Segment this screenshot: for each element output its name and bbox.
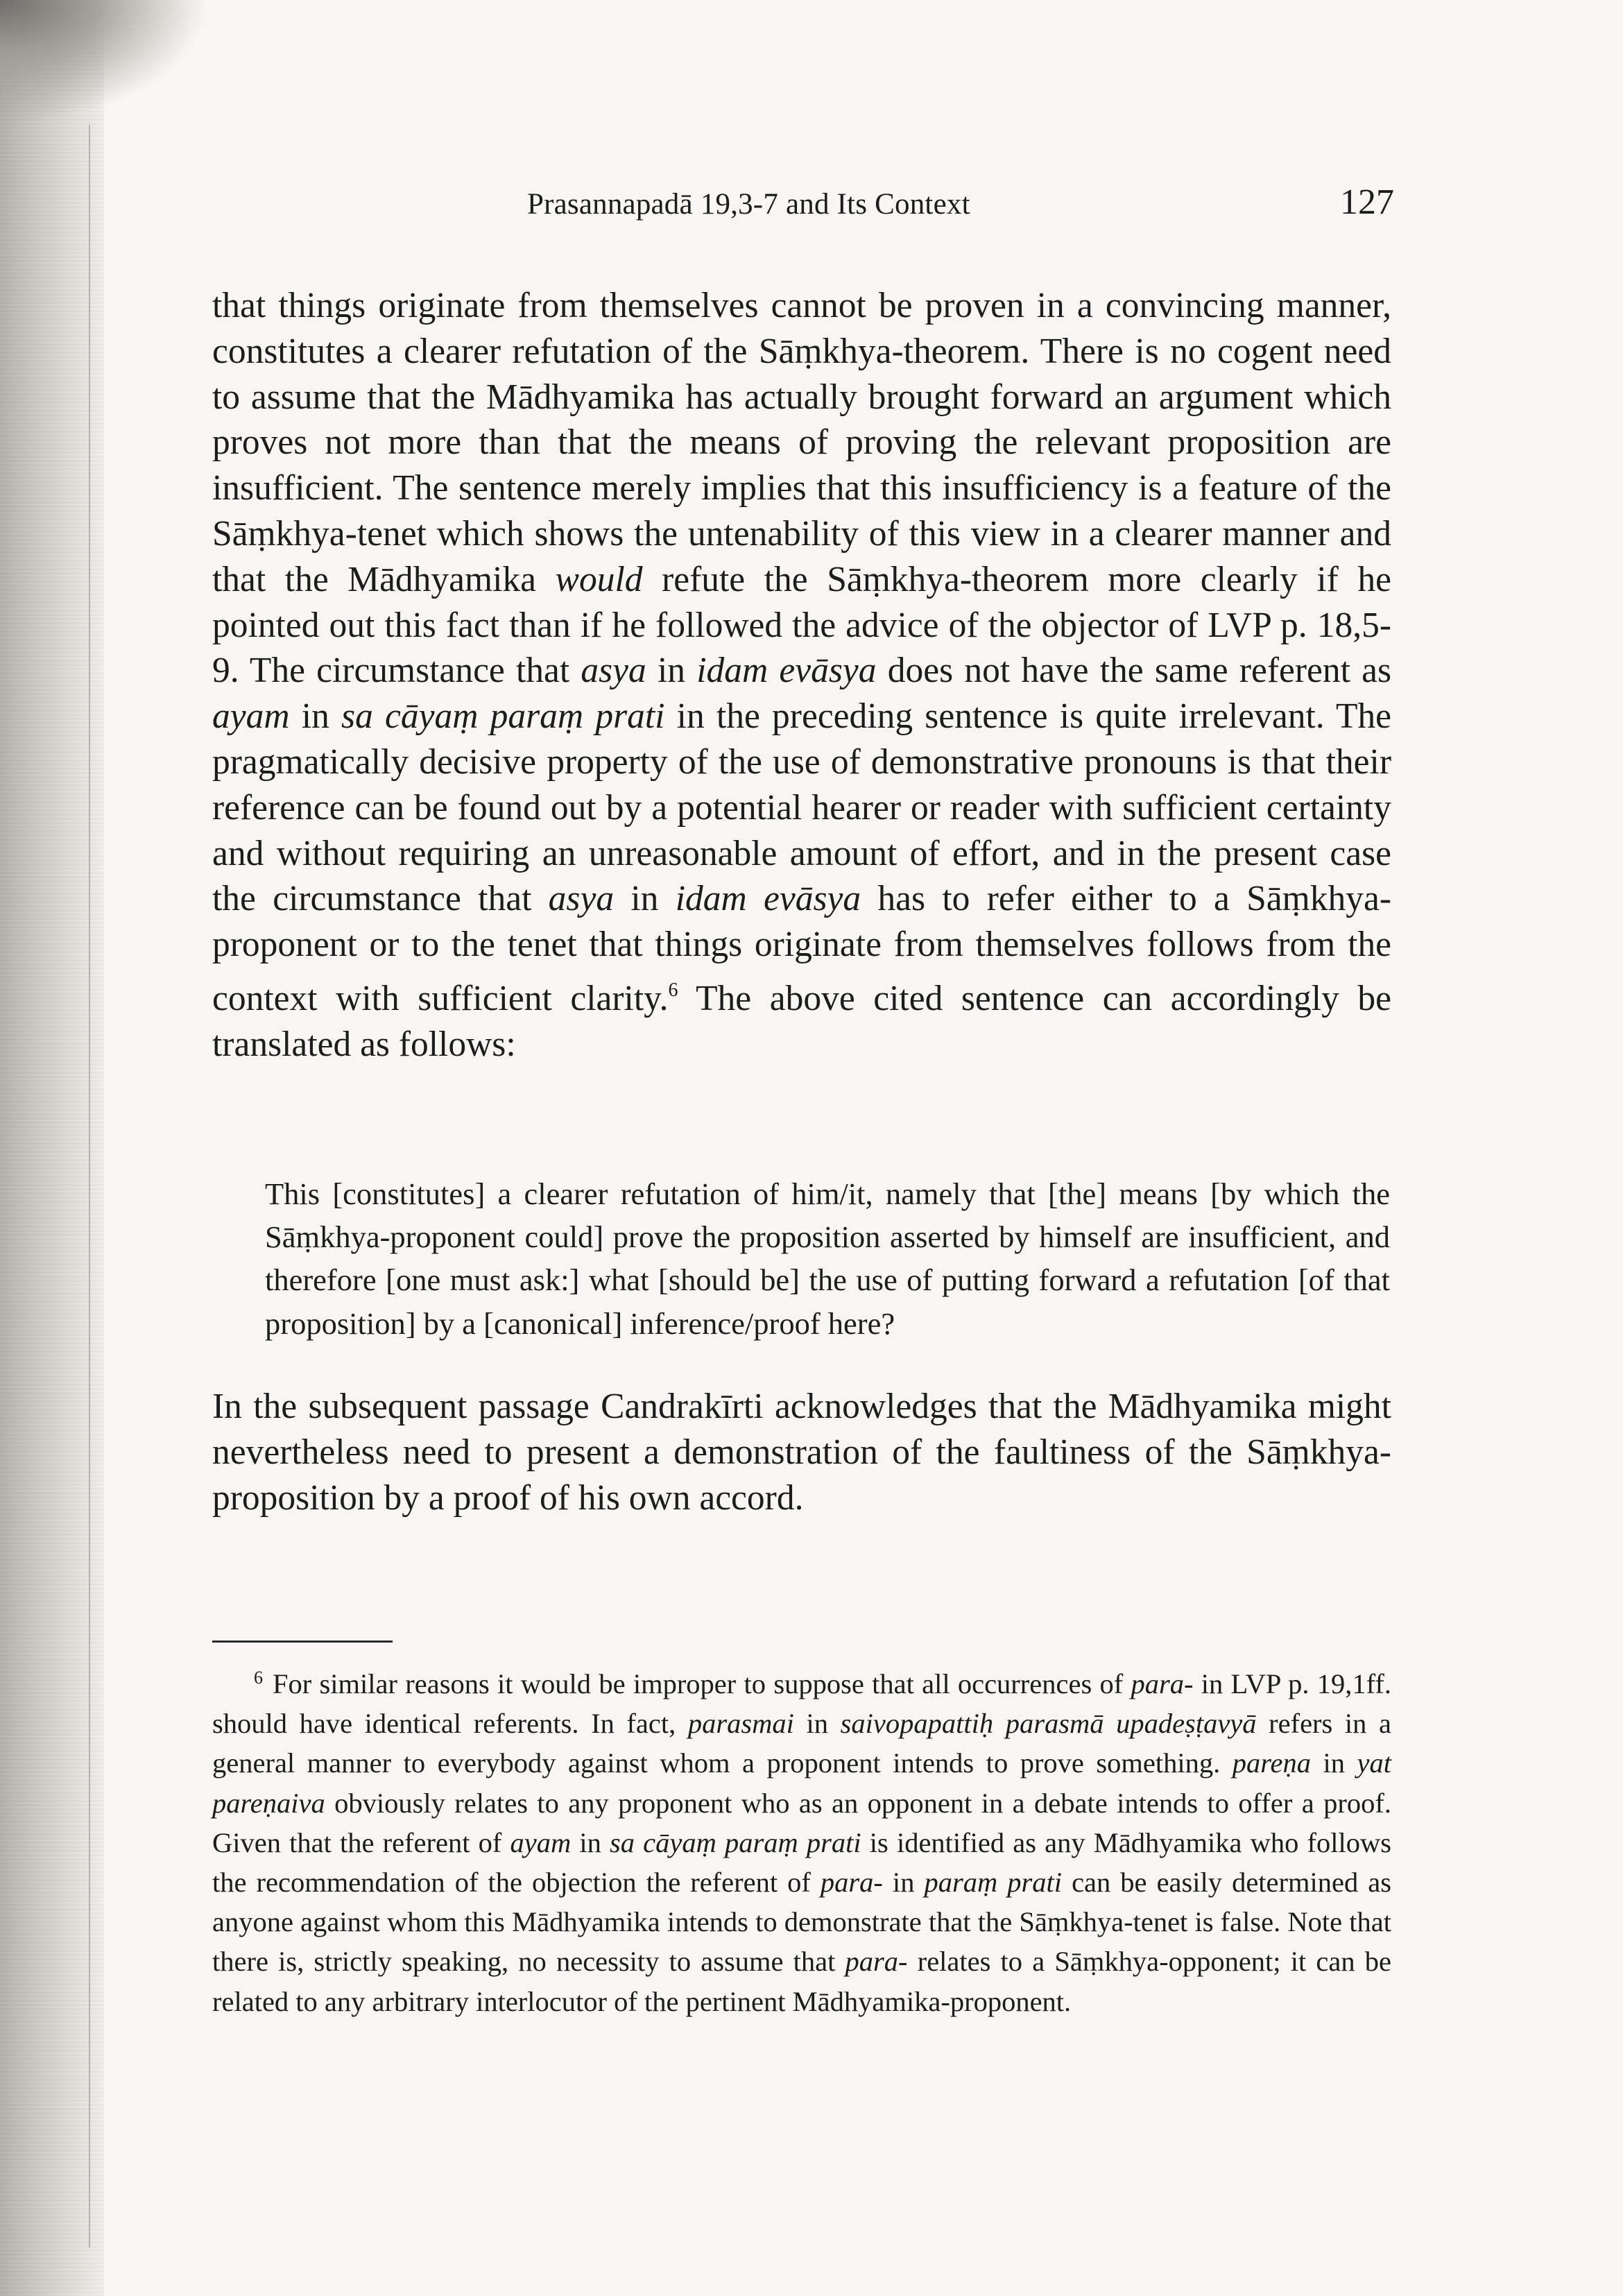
footnote-mark: 6 <box>254 1668 263 1688</box>
text-run: obviously relates to any proponent who as an opponent in a debate intends to offer a proof. Given that the referent of <box>212 1787 1391 1858</box>
text-run: in <box>793 1708 841 1740</box>
text-run: refute the Sāṃkhya-theorem more clearly if he pointed out this fact than if he followed the advice of the objector of LVP p. 18,5-9. The circumstance that <box>212 559 1392 691</box>
text-run: refers in a general manner to everybody against whom a proponent intends to prove something. <box>212 1708 1391 1779</box>
text-run: that things originate from themselves cannot be proven in a convincing manner, constitutes a clearer refutation of the Sāṃkhya-theorem. There is no cogent need to assume that the Mādhyamika has actually brought forward an argument which proves not more than that the means of proving the relevant proposition are insufficient. The sentence merely implies that this insufficiency is a feature of the Sāṃkhya-tenet which shows the untenability of this view in a clearer manner and that the Mādhyamika <box>212 286 1391 599</box>
text-run: in <box>571 1826 610 1858</box>
text-run: in <box>1311 1747 1357 1779</box>
italic-term: para- <box>845 1946 908 1978</box>
page-header <box>208 182 1394 230</box>
main-paragraph <box>212 283 1391 1068</box>
paragraph-2: In the subsequent passage Candrakīrti acknowledges that the Mādhyamika might nevertheless need to present a demonstration of the faultiness of the Sāṃkhya-proposition by a proof of his own accord. <box>212 1387 1391 1518</box>
italic-term: para- <box>820 1867 883 1899</box>
italic-term: para- <box>1131 1668 1194 1699</box>
italic-term: ayam <box>212 696 290 737</box>
paragraph-1 <box>212 283 1391 1068</box>
scan-edge-line <box>89 125 90 2247</box>
text-run: For similar reasons it would be improper to suppose that all occurrences of <box>273 1668 1131 1699</box>
scan-corner-shadow <box>0 0 208 125</box>
italic-term: yat pareṇaiva <box>212 1747 1392 1819</box>
text-run: in <box>614 879 676 919</box>
text-run: in <box>882 1867 925 1899</box>
page-number: 127 <box>1340 182 1394 222</box>
italic-term: sa cāyaṃ paraṃ prati <box>610 1826 861 1858</box>
block-quote: This [constitutes] a clearer refutation of him/it, namely that [the] means [by which the Sāṃkhya-proponent could] prove the proposition asserted by himself are insufficient, and therefore [one must ask:] what [should be] the use of putting forward a refutation [of that proposition] by a [canonical] inference/proof here? <box>265 1176 1390 1341</box>
italic-term: asya <box>581 651 646 691</box>
italic-term: idam evāsya <box>696 651 877 691</box>
italic-term: sa cāyaṃ paraṃ prati <box>341 696 665 737</box>
running-title: Prasannapadā 19,3-7 and Its Context <box>527 188 970 221</box>
italic-term: would <box>555 559 643 599</box>
text-run: can be easily determined as anyone against whom this Mādhyamika intends to demonstrate that the Sāṃkhya-tenet is false. Note that there is, strictly speaking, no necessity to assume that <box>212 1867 1392 1978</box>
text-run: in <box>646 651 697 691</box>
text-run: is identified as any Mādhyamika who follows the recommendation of the objection the referent of <box>212 1826 1391 1899</box>
italic-term: idam evāsya <box>675 879 861 919</box>
italic-term: saivopapattiḥ parasmā upadeṣṭavyā <box>840 1708 1257 1740</box>
text-run: in the preceding sentence is quite irrelevant. The pragmatically decisive property of the use of demonstrative pronouns is that their reference can be found out by a potential hearer or reader with sufficient certainty and without requiring an unreasonable amount of effort, and in the present case the circumstance that <box>212 696 1392 919</box>
italic-term: paraṃ prati <box>924 1867 1063 1899</box>
italic-term: asya <box>548 879 615 919</box>
footnote-6 <box>212 1658 1391 2021</box>
italic-term: ayam <box>510 1826 572 1858</box>
footnote-separator <box>212 1640 393 1643</box>
text-run: The above cited sentence can accordingly be translated as follows: <box>212 978 1392 1064</box>
italic-term: pareṇa <box>1232 1747 1312 1779</box>
text-run: in <box>289 696 342 737</box>
italic-term: parasmai <box>687 1708 794 1740</box>
text-run: does not have the same referent as <box>876 651 1391 691</box>
text-run: has to refer either to a Sāṃkhya-proponent or to the tenet that things originate from themselves follows from the context with sufficient clarity. <box>212 879 1391 1018</box>
footnote-reference[interactable]: 6 <box>668 979 678 1001</box>
text-run: in LVP p. 19,1ff. should have identical referents. In fact, <box>212 1668 1391 1740</box>
text-run: relates to a Sāṃkhya-opponent; it can be related to any arbitrary interlocutor of the pertinent Mādhyamika-proponent. <box>212 1946 1391 2017</box>
